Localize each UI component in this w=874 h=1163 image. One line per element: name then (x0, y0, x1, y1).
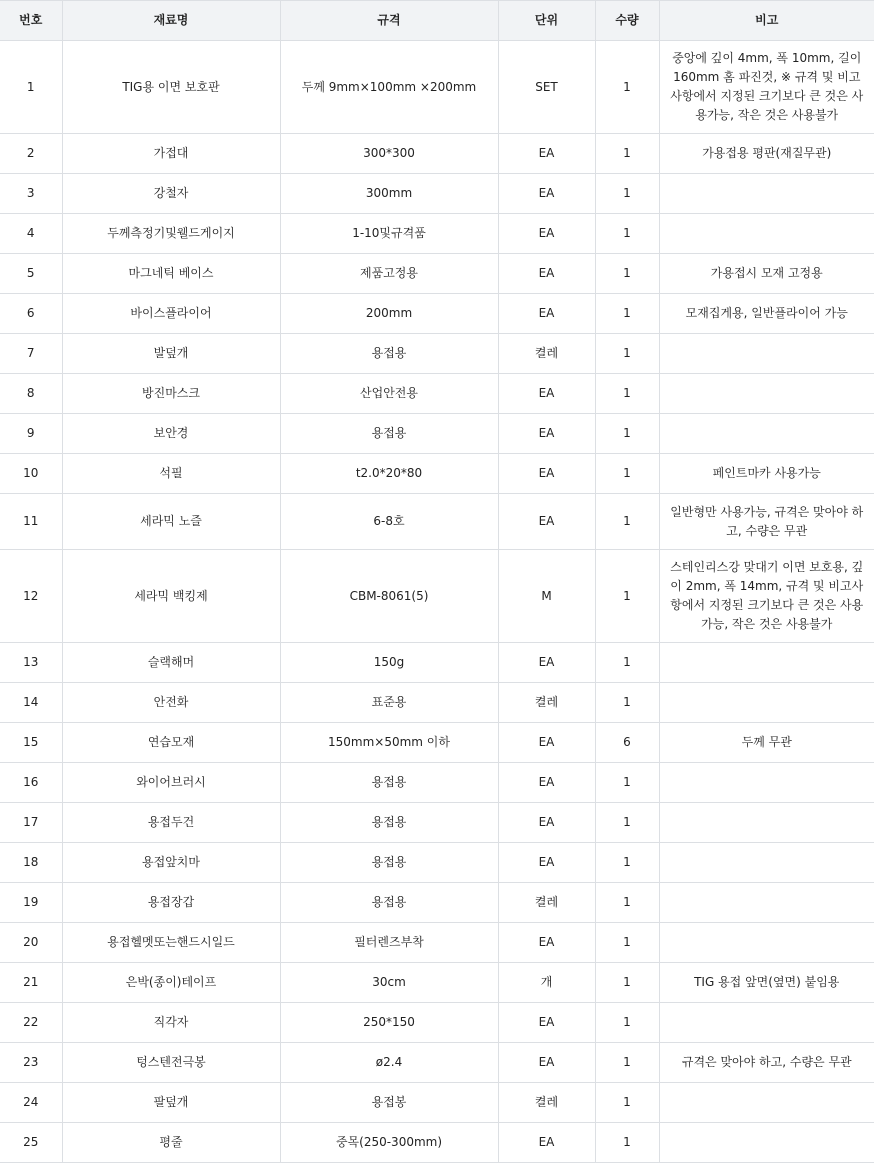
table-row (0, 1043, 874, 1083)
cell-spec: 250*150 (280, 1003, 498, 1043)
cell-unit: EA (498, 494, 595, 550)
table-row (0, 963, 874, 1003)
cell-material-name: 팔덮개 (62, 1083, 280, 1123)
table-row (0, 1083, 874, 1123)
table-row (0, 494, 874, 550)
cell-note: 가용접용 평판(재질무관) (659, 134, 874, 174)
cell-note: 페인트마카 사용가능 (659, 454, 874, 494)
cell-quantity: 1 (595, 763, 659, 803)
cell-quantity: 6 (595, 723, 659, 763)
cell-unit: EA (498, 134, 595, 174)
table-row (0, 923, 874, 963)
cell-quantity: 1 (595, 414, 659, 454)
cell-spec: 산업안전용 (280, 374, 498, 414)
cell-spec: 중목(250-300mm) (280, 1123, 498, 1163)
cell-spec: 용접봉 (280, 1083, 498, 1123)
cell-quantity: 1 (595, 883, 659, 923)
cell-material-name: 용접앞치마 (62, 843, 280, 883)
cell-spec: 용접용 (280, 843, 498, 883)
cell-quantity: 1 (595, 494, 659, 550)
cell-unit: EA (498, 374, 595, 414)
cell-spec: CBM-8061(5) (280, 550, 498, 643)
cell-unit: 켤레 (498, 683, 595, 723)
cell-unit: 켤레 (498, 883, 595, 923)
table-row (0, 1003, 874, 1043)
cell-quantity: 1 (595, 963, 659, 1003)
cell-unit: EA (498, 643, 595, 683)
cell-unit: EA (498, 923, 595, 963)
cell-quantity: 1 (595, 643, 659, 683)
cell-unit: EA (498, 723, 595, 763)
cell-quantity: 1 (595, 334, 659, 374)
table-row (0, 334, 874, 374)
cell-unit: EA (498, 843, 595, 883)
cell-spec: 6-8호 (280, 494, 498, 550)
cell-number: 21 (0, 963, 62, 1003)
cell-number: 7 (0, 334, 62, 374)
header-note: 비고 (659, 1, 874, 41)
cell-number: 6 (0, 294, 62, 334)
table-row (0, 643, 874, 683)
cell-quantity: 1 (595, 134, 659, 174)
cell-number: 11 (0, 494, 62, 550)
cell-unit: EA (498, 254, 595, 294)
header-spec: 규격 (280, 1, 498, 41)
cell-number: 14 (0, 683, 62, 723)
cell-spec: 150g (280, 643, 498, 683)
table-row (0, 414, 874, 454)
cell-note: 모재집게용, 일반플라이어 가능 (659, 294, 874, 334)
cell-material-name: 용접두건 (62, 803, 280, 843)
cell-quantity: 1 (595, 294, 659, 334)
cell-unit: EA (498, 803, 595, 843)
cell-spec: t2.0*20*80 (280, 454, 498, 494)
cell-number: 16 (0, 763, 62, 803)
table-row (0, 454, 874, 494)
cell-material-name: 평줄 (62, 1123, 280, 1163)
cell-material-name: 발덮개 (62, 334, 280, 374)
cell-note (659, 923, 874, 963)
cell-quantity: 1 (595, 41, 659, 134)
cell-unit: EA (498, 1123, 595, 1163)
cell-number: 4 (0, 214, 62, 254)
cell-material-name: 마그네틱 베이스 (62, 254, 280, 294)
cell-note (659, 414, 874, 454)
cell-number: 13 (0, 643, 62, 683)
cell-quantity: 1 (595, 374, 659, 414)
cell-material-name: 방진마스크 (62, 374, 280, 414)
cell-unit: EA (498, 294, 595, 334)
header-row (0, 1, 874, 41)
cell-note (659, 334, 874, 374)
cell-note: 규격은 맞아야 하고, 수량은 무관 (659, 1043, 874, 1083)
table-row (0, 843, 874, 883)
cell-number: 8 (0, 374, 62, 414)
cell-unit: EA (498, 763, 595, 803)
cell-spec: 300*300 (280, 134, 498, 174)
cell-material-name: 석필 (62, 454, 280, 494)
table-row (0, 374, 874, 414)
cell-note (659, 1003, 874, 1043)
cell-note (659, 763, 874, 803)
header-unit: 단위 (498, 1, 595, 41)
cell-material-name: 텅스텐전극봉 (62, 1043, 280, 1083)
cell-unit: 켤레 (498, 334, 595, 374)
table-row (0, 41, 874, 134)
cell-spec: 제품고정용 (280, 254, 498, 294)
header-quantity: 수량 (595, 1, 659, 41)
table-row (0, 254, 874, 294)
cell-quantity: 1 (595, 923, 659, 963)
cell-material-name: 강철자 (62, 174, 280, 214)
cell-material-name: 가접대 (62, 134, 280, 174)
cell-quantity: 1 (595, 1083, 659, 1123)
cell-spec: 150mm×50mm 이하 (280, 723, 498, 763)
cell-spec: 필터렌즈부착 (280, 923, 498, 963)
cell-number: 17 (0, 803, 62, 843)
cell-spec: 200mm (280, 294, 498, 334)
cell-material-name: 세라믹 노즐 (62, 494, 280, 550)
header-material-name: 재료명 (62, 1, 280, 41)
cell-quantity: 1 (595, 214, 659, 254)
cell-material-name: 용접헬멧또는핸드시일드 (62, 923, 280, 963)
cell-note: 두께 무관 (659, 723, 874, 763)
table-row (0, 214, 874, 254)
table-row (0, 550, 874, 643)
cell-note: 중앙에 깊이 4mm, 폭 10mm, 길이 160mm 홈 파진것, ※ 규격 및 비고사항에서 지정된 크기보다 큰 것은 사용가능, 작은 것은 사용불가 (659, 41, 874, 134)
table-row (0, 723, 874, 763)
cell-note (659, 883, 874, 923)
cell-unit: 켤레 (498, 1083, 595, 1123)
cell-material-name: 보안경 (62, 414, 280, 454)
cell-note (659, 843, 874, 883)
cell-material-name: 와이어브러시 (62, 763, 280, 803)
cell-number: 5 (0, 254, 62, 294)
cell-spec: 표준용 (280, 683, 498, 723)
cell-material-name: 안전화 (62, 683, 280, 723)
cell-spec: 용접용 (280, 414, 498, 454)
cell-unit: EA (498, 454, 595, 494)
cell-number: 22 (0, 1003, 62, 1043)
cell-note (659, 803, 874, 843)
table-row (0, 763, 874, 803)
cell-spec: 용접용 (280, 883, 498, 923)
cell-material-name: 바이스플라이어 (62, 294, 280, 334)
table-row (0, 134, 874, 174)
cell-quantity: 1 (595, 683, 659, 723)
cell-note: TIG 용접 앞면(옆면) 붙임용 (659, 963, 874, 1003)
table-row (0, 174, 874, 214)
cell-note (659, 214, 874, 254)
cell-unit: 개 (498, 963, 595, 1003)
cell-material-name: 두께측정기및웰드게이지 (62, 214, 280, 254)
cell-quantity: 1 (595, 1043, 659, 1083)
cell-material-name: 세라믹 백킹제 (62, 550, 280, 643)
cell-spec: 30cm (280, 963, 498, 1003)
cell-spec: 용접용 (280, 334, 498, 374)
cell-note: 일반형만 사용가능, 규격은 맞아야 하고, 수량은 무관 (659, 494, 874, 550)
cell-material-name: TIG용 이면 보호판 (62, 41, 280, 134)
cell-quantity: 1 (595, 843, 659, 883)
cell-number: 20 (0, 923, 62, 963)
cell-number: 2 (0, 134, 62, 174)
cell-number: 9 (0, 414, 62, 454)
cell-quantity: 1 (595, 550, 659, 643)
cell-note: 가용접시 모재 고정용 (659, 254, 874, 294)
table-row (0, 294, 874, 334)
cell-quantity: 1 (595, 803, 659, 843)
cell-number: 23 (0, 1043, 62, 1083)
cell-spec: 용접용 (280, 803, 498, 843)
cell-material-name: 슬랙해머 (62, 643, 280, 683)
cell-unit: SET (498, 41, 595, 134)
cell-spec: 용접용 (280, 763, 498, 803)
cell-unit: EA (498, 414, 595, 454)
cell-number: 3 (0, 174, 62, 214)
cell-note (659, 1083, 874, 1123)
cell-number: 15 (0, 723, 62, 763)
cell-material-name: 은박(종이)테이프 (62, 963, 280, 1003)
cell-quantity: 1 (595, 1003, 659, 1043)
table-row (0, 683, 874, 723)
cell-unit: EA (498, 174, 595, 214)
header-number: 번호 (0, 1, 62, 41)
table-body (0, 41, 874, 1163)
cell-number: 12 (0, 550, 62, 643)
cell-spec: 300mm (280, 174, 498, 214)
cell-number: 18 (0, 843, 62, 883)
table-row (0, 883, 874, 923)
cell-unit: EA (498, 1003, 595, 1043)
cell-unit: EA (498, 214, 595, 254)
cell-spec: ø2.4 (280, 1043, 498, 1083)
cell-quantity: 1 (595, 174, 659, 214)
cell-number: 24 (0, 1083, 62, 1123)
cell-number: 25 (0, 1123, 62, 1163)
table-row (0, 803, 874, 843)
cell-unit: M (498, 550, 595, 643)
cell-number: 19 (0, 883, 62, 923)
cell-note (659, 374, 874, 414)
cell-quantity: 1 (595, 1123, 659, 1163)
cell-material-name: 연습모재 (62, 723, 280, 763)
cell-quantity: 1 (595, 454, 659, 494)
table-row (0, 1123, 874, 1163)
cell-spec: 1-10및규격품 (280, 214, 498, 254)
cell-note (659, 174, 874, 214)
cell-spec: 두께 9mm×100mm ×200mm (280, 41, 498, 134)
cell-material-name: 용접장갑 (62, 883, 280, 923)
cell-note: 스테인리스강 맞대기 이면 보호용, 깊이 2mm, 폭 14mm, 규격 및 비고사항에서 지정된 크기보다 큰 것은 사용가능, 작은 것은 사용불가 (659, 550, 874, 643)
cell-number: 10 (0, 454, 62, 494)
cell-note (659, 1123, 874, 1163)
cell-number: 1 (0, 41, 62, 134)
cell-quantity: 1 (595, 254, 659, 294)
cell-unit: EA (498, 1043, 595, 1083)
cell-note (659, 643, 874, 683)
cell-note (659, 683, 874, 723)
cell-material-name: 직각자 (62, 1003, 280, 1043)
